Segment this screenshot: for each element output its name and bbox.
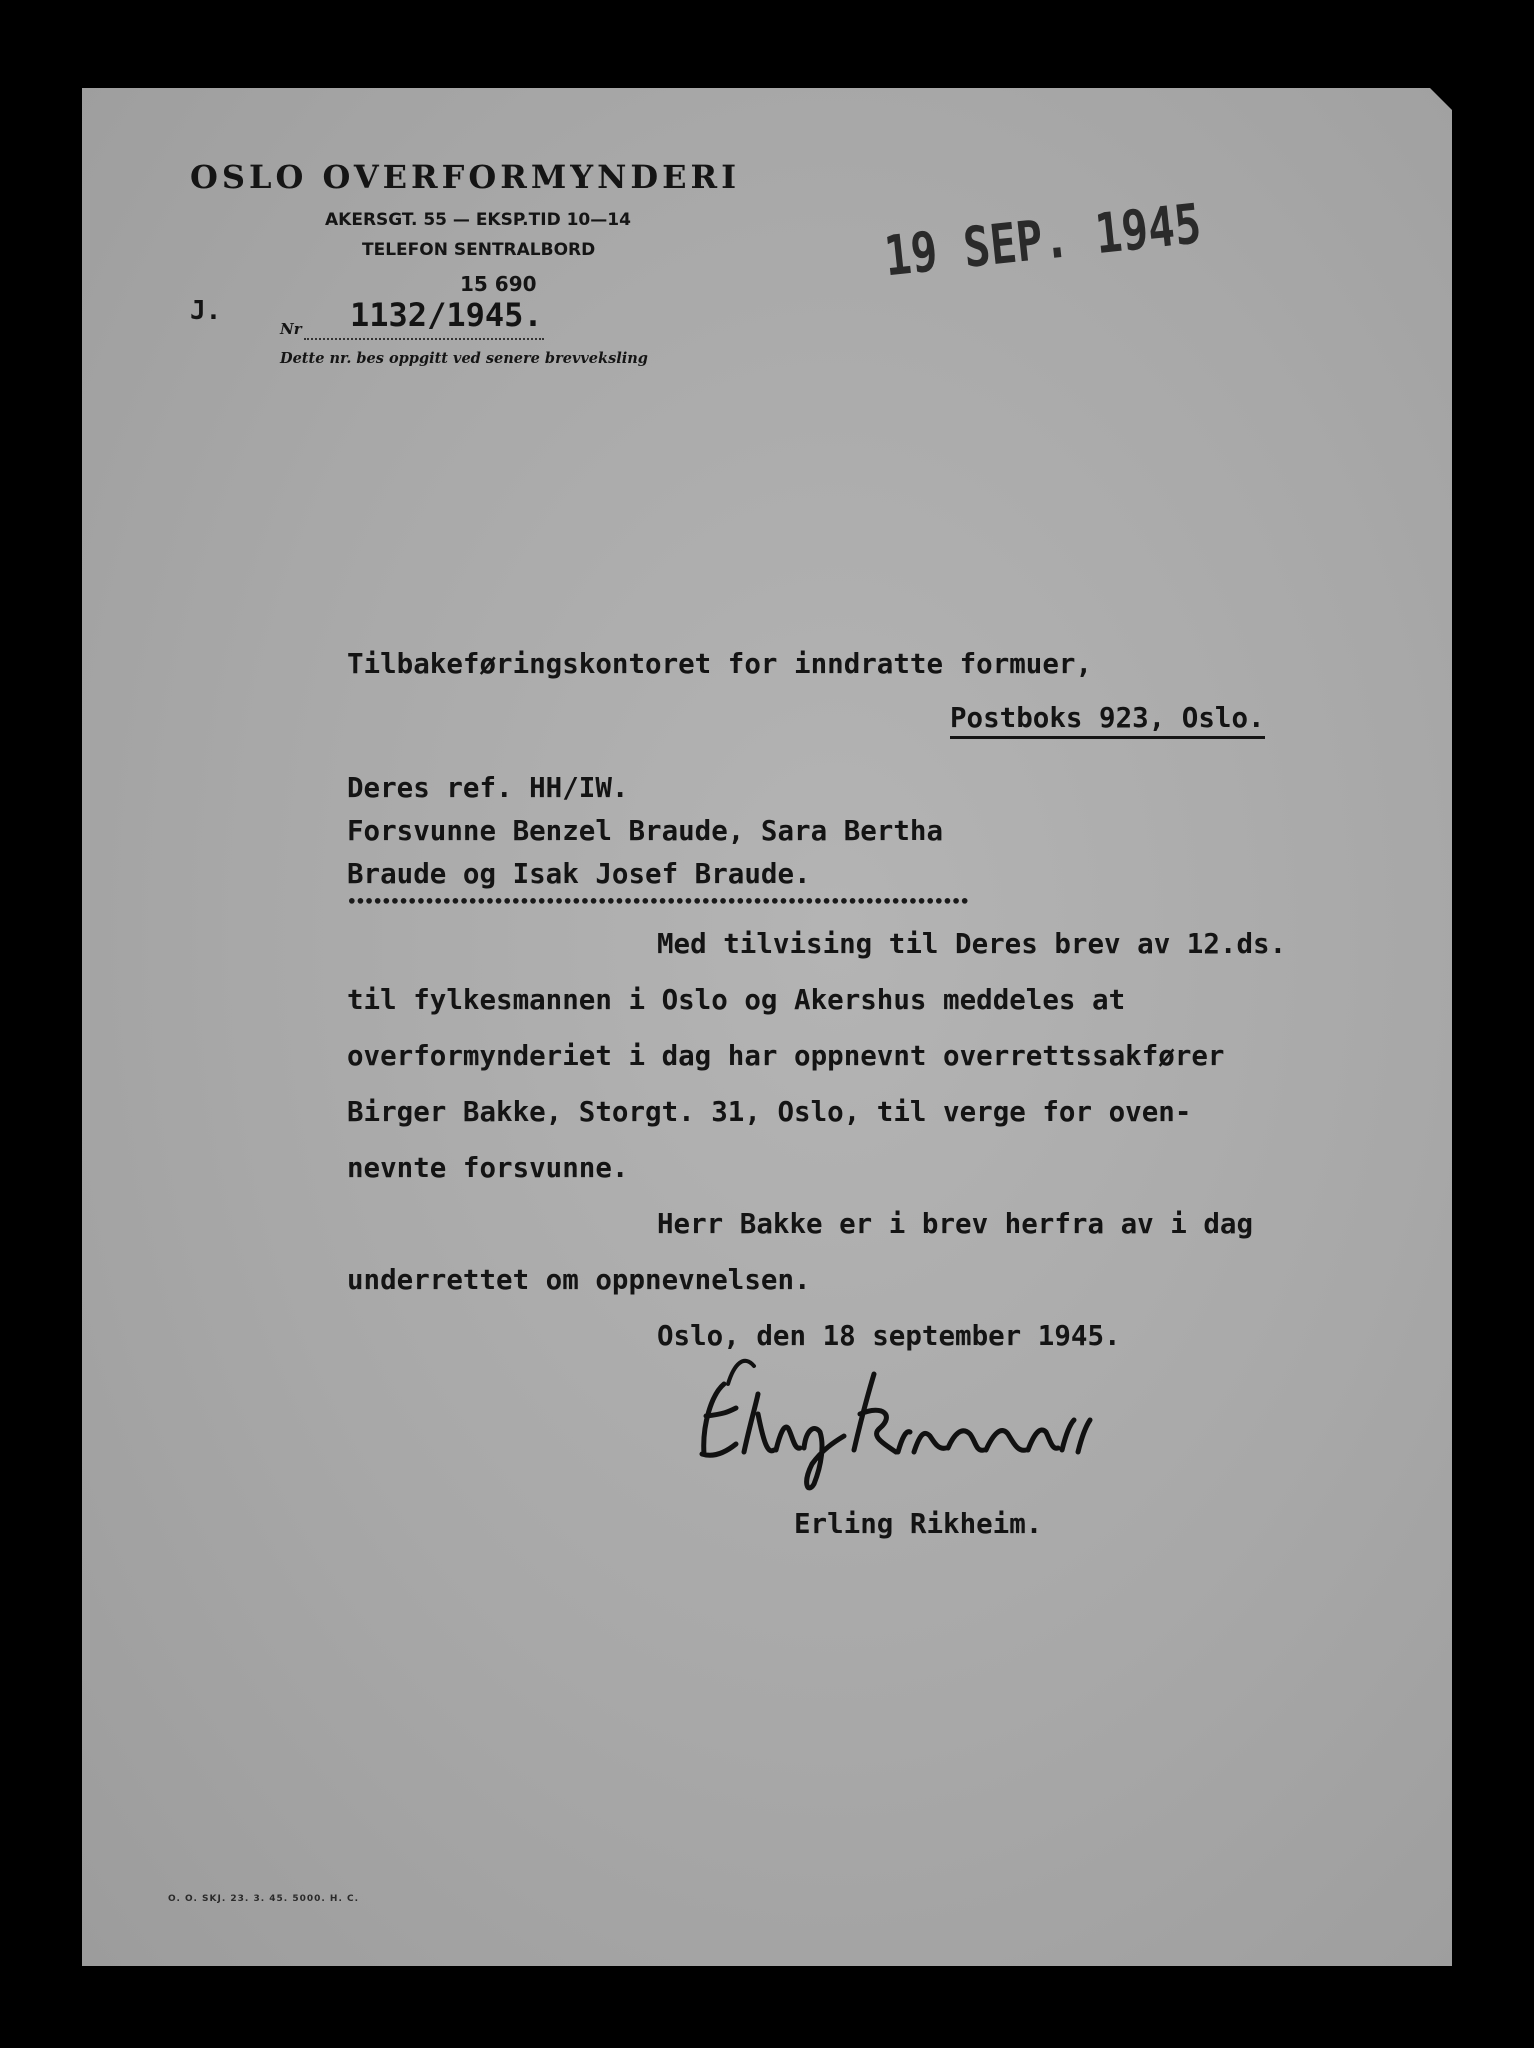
typed-signatory-name: Erling Rikheim. bbox=[794, 1508, 1043, 1540]
nr-label: Nr bbox=[280, 320, 302, 338]
subject-line-2: Forsvunne Benzel Braude, Sara Bertha bbox=[347, 815, 944, 847]
recipient-name: Tilbakeføringskontoret for inndratte formuer, bbox=[347, 648, 1093, 680]
page-corner bbox=[1430, 88, 1452, 110]
body-p1-line2: til fylkesmannen i Oslo og Akershus meddeles at bbox=[347, 984, 1126, 1016]
body-p2-line1: Herr Bakke er i brev herfra av i dag bbox=[657, 1208, 1254, 1240]
body-p1-line1: Med tilvising til Deres brev av 12.ds. bbox=[657, 928, 1287, 960]
nr-dotted-line bbox=[304, 338, 544, 340]
received-date-stamp: 19 SEP. 1945 bbox=[881, 192, 1205, 289]
recipient-address: Postboks 923, Oslo. bbox=[950, 702, 1265, 739]
body-p1-line3: overformynderiet i dag har oppnevnt overrettssakfører bbox=[347, 1040, 1225, 1072]
reference-line: Deres ref. HH/IW. bbox=[347, 772, 629, 804]
reference-note: Dette nr. bes oppgitt ved senere brevveksling bbox=[280, 350, 648, 367]
subject-line-3: Braude og Isak Josef Braude. bbox=[347, 858, 811, 890]
ref-prefix: J. bbox=[190, 296, 222, 326]
handwritten-signature bbox=[684, 1354, 1204, 1504]
subject-dot-rule: •••••••••••••••••••••••••••••••••••••••••••••••••••••••••••••••••••••••• bbox=[347, 892, 969, 911]
org-name: OSLO OVERFORMYNDERI bbox=[190, 158, 741, 196]
body-p1-line4: Birger Bakke, Storgt. 31, Oslo, til verge for oven- bbox=[347, 1096, 1192, 1128]
journal-number: 1132/1945. bbox=[350, 296, 543, 334]
form-code: O. O. SKJ. 23. 3. 45. 5000. H. C. bbox=[168, 1894, 360, 1904]
org-address: AKERSGT. 55 — EKSP.TID 10—14 bbox=[325, 210, 631, 230]
org-phone-number: 15 690 bbox=[460, 272, 537, 296]
body-p2-line2: underrettet om oppnevnelsen. bbox=[347, 1264, 811, 1296]
letter-page bbox=[82, 88, 1452, 1966]
org-phone-label: TELEFON SENTRALBORD bbox=[362, 240, 596, 260]
body-p1-line5: nevnte forsvunne. bbox=[347, 1152, 629, 1184]
dateline: Oslo, den 18 september 1945. bbox=[657, 1320, 1121, 1352]
